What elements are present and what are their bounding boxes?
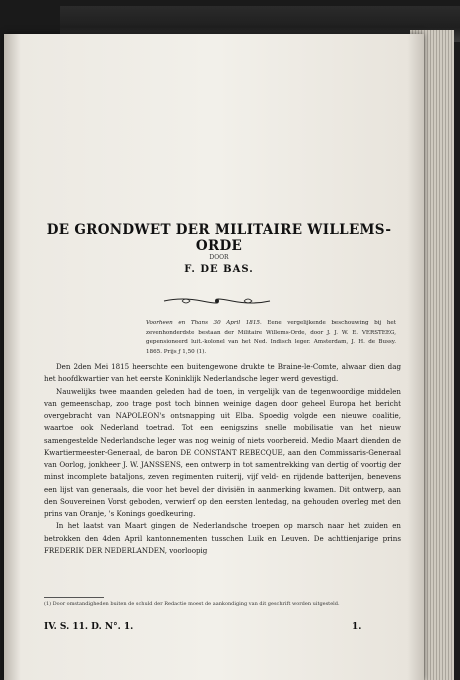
body-paragraph: In het laatst van Maart gingen de Nederlandsche troepen op marsch naar het zuiden en betrokken den 4den April kantonnementen tusschen Luik en Leuven. De achttienjarige prins FREDERIK DER NEDERLANDEN, voorloopig	[44, 521, 401, 555]
review-text: Eene vergelijkende beschouwing bij het zevenhonderdste bestaan der Militaire Willems-Orde, door J. J. W. E. VERSTEEG, gepensioneerd luit.-kolonel van het Ned. Indisch leger. Amsterdam, J. H. de Bussy. 1865. Prijs ƒ 1,50 (1).	[146, 320, 396, 355]
page-number: 1.	[352, 622, 362, 632]
body-paragraph: Nauwelijks twee maanden geleden had de toen, in vergelijk van de tegenwoordige middelen van gemeenschap, zoo trage post toch binnen weinige dagen door geheel Europa het bericht overgebracht van NAPOLEON's ontsnapping uit Elba. Spoedig volgde een nieuwe coalitie, waartoe ook Nederland toetrad. Tot een eenigszins snelle mobilisatie van het nieuw samengestelde Nederlandsche leger was nog weinig of niets voorbereid. Medio Maart dienden de Kwartiermeester-Generaal, de baron DE CONSTANT REBECQUE, aan den Commissaris-Generaal van Oorlog, jonkheer J. W. JANSSENS, een ontwerp in tot samentrekking van dertig of voortig der minst incomplete bataljons, zeven regimenten ruiterij, vijf veld- en rijdende batterijen, benevens een lijst van generaals, die voor het bevel der divisiën in aanmerking kwamen. Dit ontwerp, aan den Souvereinen Vorst geboden, verwierf op den eersten lentedag, na gehouden overleg met den prins van Oranje, 's Konings goedkeuring.	[44, 386, 401, 518]
footnote-rule	[44, 597, 104, 598]
page	[4, 34, 424, 680]
byline-prefix: DOOR	[209, 254, 229, 261]
signature-mark: IV. S. 11. D. N°. 1.	[44, 622, 134, 632]
body-paragraph: Den 2den Mei 1815 heerschte een buitengewone drukte te Braine-le-Comte, alwaar dien dag het hoofdkwartier van het eerste Koninklijk Nederlandsche leger werd gevestigd.	[44, 362, 401, 384]
review-citation	[146, 319, 396, 357]
body-text	[44, 361, 401, 557]
footnote: (1) Door omstandigheden buiten de schuld der Redactie moest de aankondiging van dit geschrift worden uitgesteld.	[44, 601, 340, 607]
article-title: DE GRONDWET DER MILITAIRE WILLEMS-ORDE	[46, 222, 392, 254]
author-name: F. DE BAS.	[184, 264, 254, 275]
review-cite: Voorheen en Thans 30 April 1815.	[146, 320, 262, 326]
ornament-divider	[162, 296, 272, 306]
